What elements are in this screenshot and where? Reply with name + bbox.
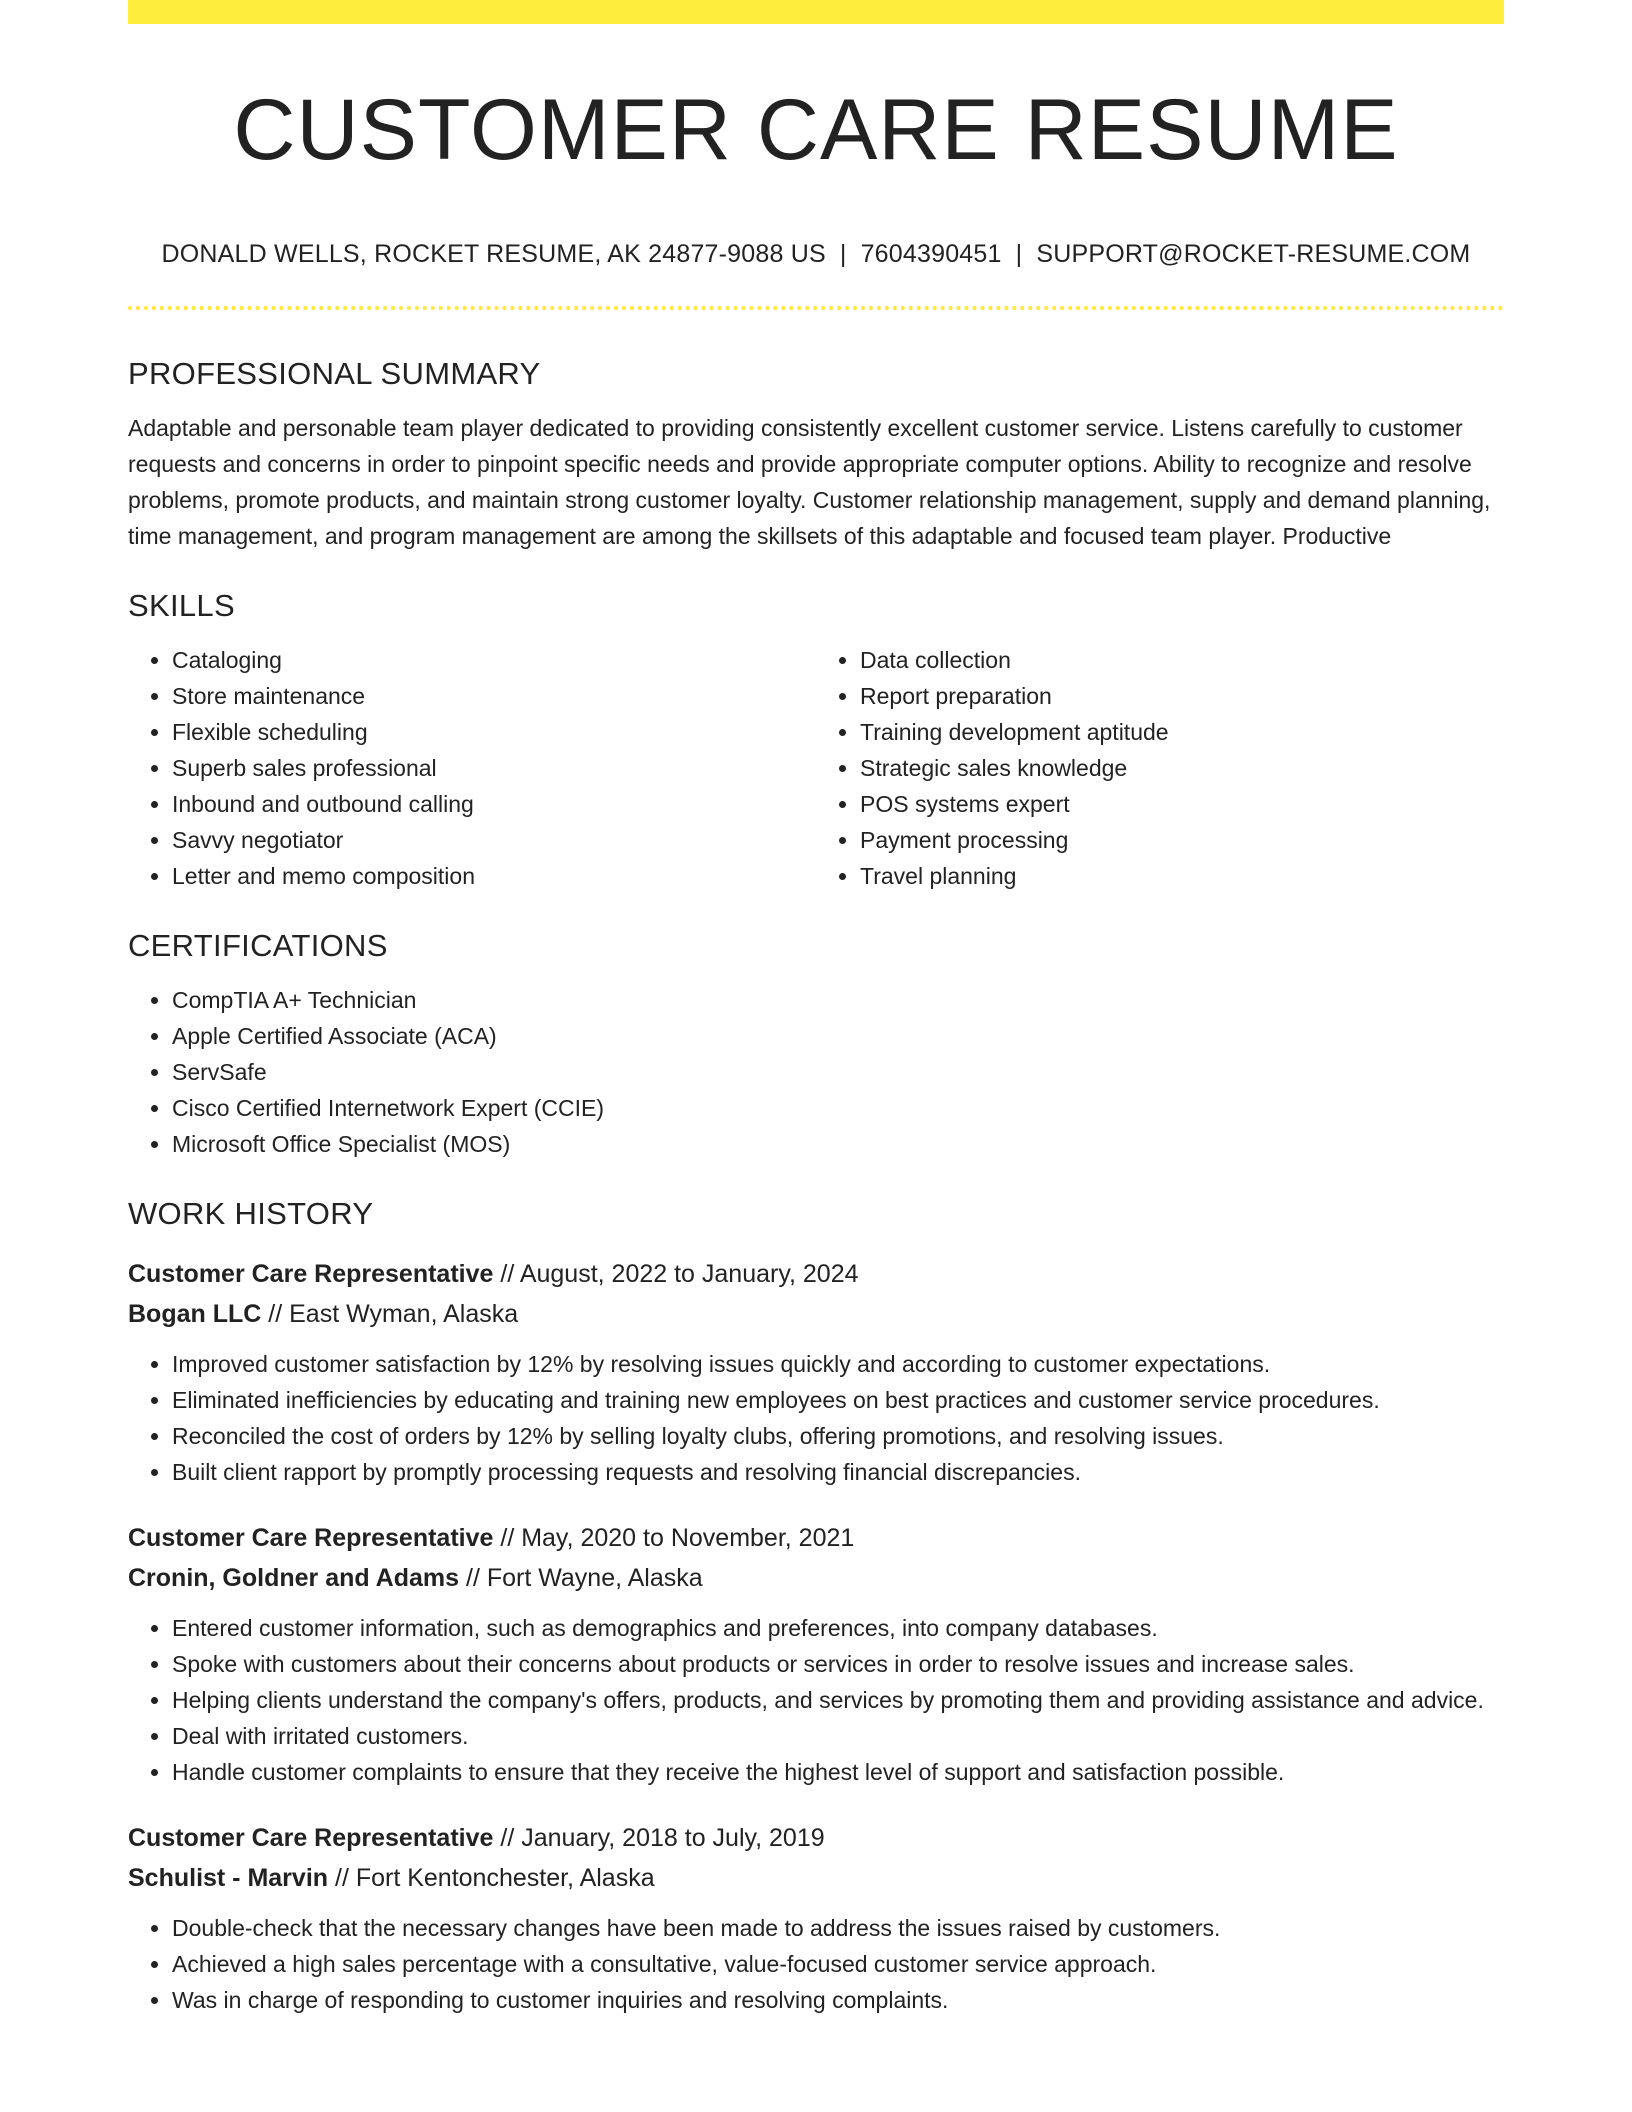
job-location: // East Wyman, Alaska (261, 1300, 519, 1328)
skill-item: • Savvy negotiator (172, 822, 816, 858)
skills-list-left (128, 642, 816, 894)
job-title-line (128, 1818, 1504, 1858)
certifications-list (128, 982, 1504, 1162)
skill-item: • Cataloging (172, 642, 816, 678)
job-bullets (128, 1610, 1504, 1790)
skill-item: • Letter and memo composition (172, 858, 816, 894)
skill-item: • Report preparation (860, 678, 1504, 714)
job-entry (128, 1818, 1504, 2018)
summary-section (128, 352, 1504, 554)
certification-item: • Cisco Certified Internetwork Expert (CCIE) (172, 1090, 1504, 1126)
skill-item: • Store maintenance (172, 678, 816, 714)
job-dates: // January, 2018 to July, 2019 (493, 1824, 825, 1852)
certification-item: • Apple Certified Associate (ACA) (172, 1018, 1504, 1054)
skill-item: • Training development aptitude (860, 714, 1504, 750)
skill-item: • Superb sales professional (172, 750, 816, 786)
job-entry (128, 1518, 1504, 1790)
skill-item: • Flexible scheduling (172, 714, 816, 750)
summary-text: Adaptable and personable team player dedicated to providing consistently excellent customer service. Listens carefully to customer requests and concerns in order to pinpoint specific needs and provide appropriate computer options. Ability to recognize and resolve problems, promote products, and maintain strong customer loyalty. Customer relationship management, supply and demand planning, time management, and program management are among the skillsets of this adaptable and focused team player. Productive (128, 415, 1491, 549)
job-bullet: • Helping clients understand the company's offers, products, and services by promoting them and providing assistance and advice. (172, 1682, 1504, 1718)
job-bullet: • Achieved a high sales percentage with a consultative, value-focused customer service approach. (172, 1946, 1504, 1982)
dotted-divider (128, 306, 1504, 310)
job-company-line (128, 1558, 1504, 1598)
job-title: Customer Care Representative (128, 1824, 494, 1852)
job-bullet: • Eliminated inefficiencies by educating and training new employees on best practices and customer service procedures. (172, 1382, 1504, 1418)
skills-columns (128, 628, 1504, 894)
skill-item: • POS systems expert (860, 786, 1504, 822)
certification-item: • ServSafe (172, 1054, 1504, 1090)
certification-item: • Microsoft Office Specialist (MOS) (172, 1126, 1504, 1162)
job-dates: // May, 2020 to November, 2021 (493, 1524, 855, 1552)
job-bullet: • Handle customer complaints to ensure that they receive the highest level of support and satisfaction possible. (172, 1754, 1504, 1790)
skill-item: • Data collection (860, 642, 1504, 678)
skills-section (128, 584, 1504, 894)
certifications-heading: CERTIFICATIONS (128, 928, 388, 963)
job-bullet: • Spoke with customers about their concerns about products or services in order to resolve issues and increase sales. (172, 1646, 1504, 1682)
job-bullet: • Double-check that the necessary changes have been made to address the issues raised by customers. (172, 1910, 1504, 1946)
spacer (128, 1162, 1504, 1192)
resume-body (128, 352, 1504, 2018)
summary-heading: PROFESSIONAL SUMMARY (128, 356, 541, 391)
certification-item: • CompTIA A+ Technician (172, 982, 1504, 1018)
job-company-line (128, 1858, 1504, 1898)
job-bullets (128, 1346, 1504, 1490)
job-bullets (128, 1910, 1504, 2018)
skills-heading: SKILLS (128, 588, 235, 623)
job-bullet: • Improved customer satisfaction by 12% by resolving issues quickly and according to customer expectations. (172, 1346, 1504, 1382)
job-bullet: • Reconciled the cost of orders by 12% by selling loyalty clubs, offering promotions, and resolving issues. (172, 1418, 1504, 1454)
spacer (128, 554, 1504, 584)
job-dates: // August, 2022 to January, 2024 (493, 1260, 859, 1288)
job-location: // Fort Kentonchester, Alaska (328, 1864, 655, 1892)
job-company-line (128, 1294, 1504, 1334)
job-bullet: • Entered customer information, such as demographics and preferences, into company databases. (172, 1610, 1504, 1646)
skill-item: • Payment processing (860, 822, 1504, 858)
skill-item: • Inbound and outbound calling (172, 786, 816, 822)
resume-title: CUSTOMER CARE RESUME (233, 82, 1399, 178)
job-title-line (128, 1518, 1504, 1558)
job-title: Customer Care Representative (128, 1524, 494, 1552)
job-entry (128, 1254, 1504, 1490)
job-company: Schulist - Marvin (128, 1864, 329, 1892)
spacer (128, 894, 1504, 924)
job-title-line (128, 1254, 1504, 1294)
skill-item: • Travel planning (860, 858, 1504, 894)
contact-address: DONALD WELLS, ROCKET RESUME, AK 24877-9088 US (161, 240, 826, 268)
job-company: Bogan LLC (128, 1300, 262, 1328)
job-company: Cronin, Goldner and Adams (128, 1564, 460, 1592)
work-history-heading: WORK HISTORY (128, 1196, 374, 1231)
work-history-section (128, 1192, 1504, 2018)
contact-line (128, 236, 1504, 272)
contact-email: SUPPORT@ROCKET-RESUME.COM (1036, 240, 1471, 268)
job-bullet: • Built client rapport by promptly processing requests and resolving financial discrepancies. (172, 1454, 1504, 1490)
job-title: Customer Care Representative (128, 1260, 494, 1288)
job-bullet: • Deal with irritated customers. (172, 1718, 1504, 1754)
contact-phone: 7604390451 (860, 240, 1002, 268)
certifications-section (128, 924, 1504, 1162)
job-bullet: • Was in charge of responding to customer inquiries and resolving complaints. (172, 1982, 1504, 2018)
skill-item: • Strategic sales knowledge (860, 750, 1504, 786)
job-location: // Fort Wayne, Alaska (459, 1564, 703, 1592)
contact-separator: | (1015, 240, 1023, 268)
skills-list-right (816, 642, 1504, 894)
top-accent-bar (128, 0, 1504, 24)
contact-separator: | (839, 240, 847, 268)
